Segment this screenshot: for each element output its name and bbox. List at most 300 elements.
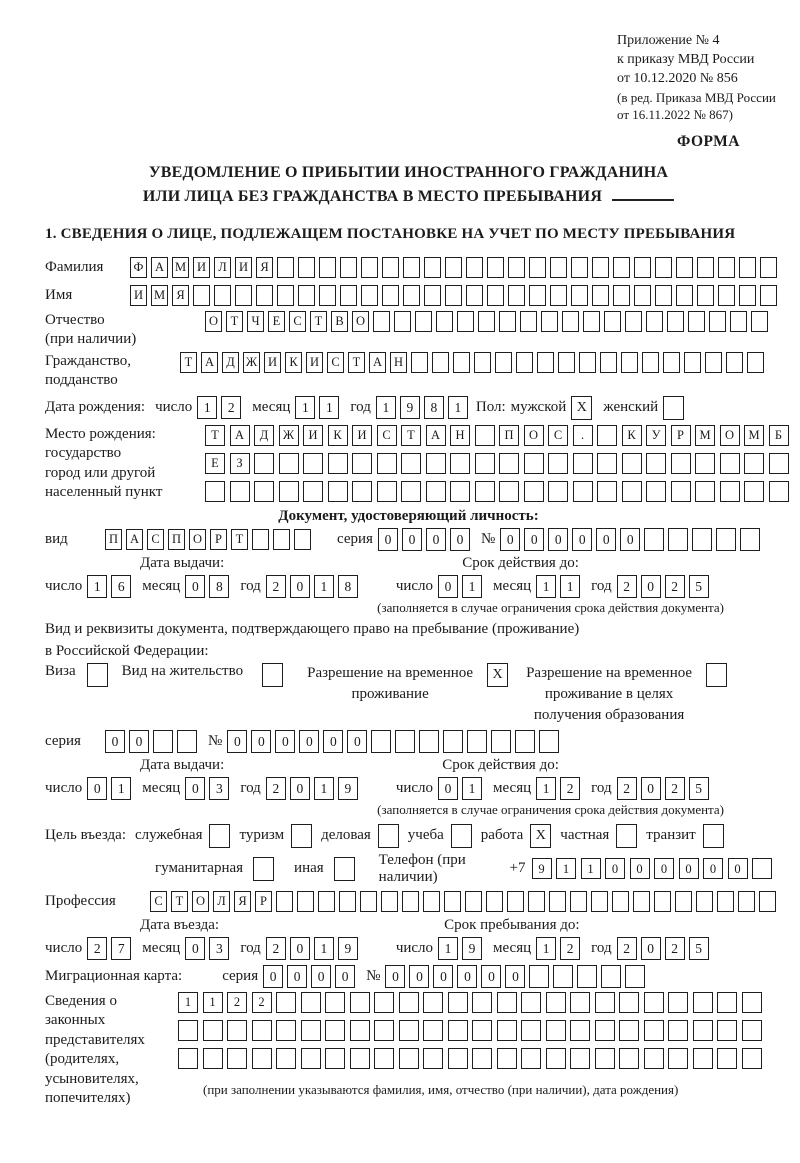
form-cell[interactable] bbox=[548, 481, 568, 502]
form-cell[interactable] bbox=[262, 663, 283, 687]
form-cell[interactable]: М bbox=[151, 285, 168, 306]
form-cell[interactable]: 0 bbox=[290, 777, 310, 800]
form-cell[interactable] bbox=[739, 285, 756, 306]
form-cell[interactable]: И bbox=[306, 352, 323, 373]
form-cell[interactable]: С bbox=[289, 311, 306, 332]
form-cell[interactable]: 0 bbox=[524, 528, 544, 551]
form-cell[interactable] bbox=[742, 1048, 762, 1069]
form-cell[interactable] bbox=[339, 891, 356, 912]
form-cell[interactable] bbox=[716, 528, 736, 551]
form-cell[interactable] bbox=[730, 311, 747, 332]
form-cell[interactable] bbox=[491, 730, 511, 753]
form-cell[interactable]: О bbox=[720, 425, 740, 446]
form-cell[interactable] bbox=[693, 1020, 713, 1041]
form-cell[interactable]: 0 bbox=[378, 528, 398, 551]
form-cell[interactable] bbox=[675, 891, 692, 912]
form-cell[interactable]: Т bbox=[310, 311, 327, 332]
form-cell[interactable]: Р bbox=[671, 425, 691, 446]
form-cell[interactable] bbox=[550, 257, 567, 278]
form-cell[interactable]: К bbox=[622, 425, 642, 446]
form-cell[interactable] bbox=[524, 453, 544, 474]
form-cell[interactable] bbox=[718, 285, 735, 306]
form-cell[interactable]: 5 bbox=[689, 937, 709, 960]
form-cell[interactable] bbox=[325, 1020, 345, 1041]
surname-input-cells[interactable] bbox=[130, 257, 777, 278]
form-cell[interactable]: 1 bbox=[536, 575, 556, 598]
form-cell[interactable] bbox=[591, 891, 608, 912]
form-cell[interactable]: 0 bbox=[596, 528, 616, 551]
form-cell[interactable]: 1 bbox=[203, 992, 223, 1013]
form-cell[interactable] bbox=[508, 257, 525, 278]
form-cell[interactable]: О bbox=[524, 425, 544, 446]
form-cell[interactable] bbox=[720, 481, 740, 502]
form-cell[interactable] bbox=[423, 891, 440, 912]
form-cell[interactable]: 0 bbox=[548, 528, 568, 551]
doc-valid-day-cells[interactable] bbox=[438, 575, 482, 598]
form-cell[interactable]: 0 bbox=[311, 965, 331, 988]
residence-number-cells[interactable] bbox=[227, 730, 559, 753]
form-cell[interactable]: 2 bbox=[665, 777, 685, 800]
form-cell[interactable] bbox=[303, 453, 323, 474]
form-cell[interactable] bbox=[625, 311, 642, 332]
form-cell[interactable] bbox=[516, 352, 533, 373]
form-cell[interactable] bbox=[401, 481, 421, 502]
form-cell[interactable]: А bbox=[426, 425, 446, 446]
form-cell[interactable] bbox=[597, 425, 617, 446]
form-cell[interactable]: 0 bbox=[438, 777, 458, 800]
purpose-tourism-checkbox[interactable] bbox=[291, 824, 312, 848]
form-cell[interactable]: М bbox=[744, 425, 764, 446]
purpose-official-checkbox[interactable] bbox=[209, 824, 230, 848]
form-cell[interactable] bbox=[276, 1048, 296, 1069]
form-cell[interactable]: 0 bbox=[105, 730, 125, 753]
form-cell[interactable]: 1 bbox=[581, 858, 601, 879]
form-cell[interactable] bbox=[497, 992, 517, 1013]
form-cell[interactable] bbox=[495, 352, 512, 373]
form-cell[interactable]: 0 bbox=[185, 937, 205, 960]
form-cell[interactable]: И bbox=[235, 257, 252, 278]
form-cell[interactable]: 0 bbox=[433, 965, 453, 988]
form-cell[interactable] bbox=[497, 1020, 517, 1041]
form-cell[interactable] bbox=[423, 992, 443, 1013]
form-cell[interactable]: 1 bbox=[314, 575, 334, 598]
form-cell[interactable] bbox=[676, 285, 693, 306]
form-cell[interactable]: 1 bbox=[462, 575, 482, 598]
form-cell[interactable]: С bbox=[377, 425, 397, 446]
form-cell[interactable]: 0 bbox=[347, 730, 367, 753]
form-cell[interactable]: 0 bbox=[641, 937, 661, 960]
form-cell[interactable] bbox=[445, 257, 462, 278]
form-cell[interactable] bbox=[760, 285, 777, 306]
form-cell[interactable]: 0 bbox=[290, 937, 310, 960]
form-cell[interactable]: Т bbox=[348, 352, 365, 373]
form-cell[interactable] bbox=[508, 285, 525, 306]
form-cell[interactable]: 2 bbox=[227, 992, 247, 1013]
form-cell[interactable] bbox=[87, 663, 108, 687]
form-cell[interactable]: И bbox=[352, 425, 372, 446]
form-cell[interactable] bbox=[549, 891, 566, 912]
form-cell[interactable] bbox=[571, 285, 588, 306]
form-cell[interactable] bbox=[377, 481, 397, 502]
form-cell[interactable] bbox=[340, 257, 357, 278]
form-cell[interactable] bbox=[373, 311, 390, 332]
form-cell[interactable] bbox=[769, 453, 789, 474]
form-cell[interactable]: Б bbox=[769, 425, 789, 446]
form-cell[interactable] bbox=[325, 1048, 345, 1069]
edu-residence-permit-checkbox[interactable] bbox=[706, 663, 727, 687]
patronymic-input-cells[interactable] bbox=[205, 311, 768, 332]
form-cell[interactable]: Д bbox=[222, 352, 239, 373]
form-cell[interactable] bbox=[760, 257, 777, 278]
form-cell[interactable] bbox=[595, 992, 615, 1013]
form-cell[interactable]: 2 bbox=[266, 777, 286, 800]
form-cell[interactable]: Р bbox=[210, 529, 227, 550]
residence-issue-month-cells[interactable] bbox=[185, 777, 229, 800]
form-cell[interactable] bbox=[597, 481, 617, 502]
birthplace-row-2-cells[interactable] bbox=[205, 453, 789, 474]
form-cell[interactable]: Т bbox=[205, 425, 225, 446]
form-cell[interactable]: Ч bbox=[247, 311, 264, 332]
form-cell[interactable]: 0 bbox=[450, 528, 470, 551]
form-cell[interactable]: Ж bbox=[279, 425, 299, 446]
form-cell[interactable] bbox=[655, 285, 672, 306]
form-cell[interactable] bbox=[571, 257, 588, 278]
form-cell[interactable]: 1 bbox=[197, 396, 217, 419]
form-cell[interactable] bbox=[319, 285, 336, 306]
residence-permit-checkbox[interactable] bbox=[262, 663, 283, 687]
sex-female-checkbox[interactable] bbox=[663, 396, 684, 420]
form-cell[interactable] bbox=[227, 1048, 247, 1069]
form-cell[interactable] bbox=[486, 891, 503, 912]
form-cell[interactable] bbox=[448, 1020, 468, 1041]
form-cell[interactable]: 0 bbox=[402, 528, 422, 551]
form-cell[interactable]: А bbox=[369, 352, 386, 373]
form-cell[interactable]: 8 bbox=[209, 575, 229, 598]
form-cell[interactable]: С bbox=[548, 425, 568, 446]
form-cell[interactable] bbox=[718, 257, 735, 278]
form-cell[interactable] bbox=[451, 824, 472, 848]
form-cell[interactable] bbox=[706, 663, 727, 687]
form-cell[interactable]: С bbox=[327, 352, 344, 373]
form-cell[interactable]: В bbox=[331, 311, 348, 332]
form-cell[interactable] bbox=[520, 311, 537, 332]
form-cell[interactable] bbox=[424, 257, 441, 278]
form-cell[interactable] bbox=[453, 352, 470, 373]
form-cell[interactable]: О bbox=[352, 311, 369, 332]
form-cell[interactable] bbox=[742, 1020, 762, 1041]
form-cell[interactable]: Т bbox=[226, 311, 243, 332]
form-cell[interactable] bbox=[644, 1048, 664, 1069]
form-cell[interactable] bbox=[634, 257, 651, 278]
form-cell[interactable] bbox=[423, 1048, 443, 1069]
form-cell[interactable] bbox=[752, 858, 772, 879]
form-cell[interactable]: 2 bbox=[665, 575, 685, 598]
form-cell[interactable] bbox=[619, 1048, 639, 1069]
form-cell[interactable] bbox=[616, 824, 637, 848]
doc-issue-year-cells[interactable] bbox=[266, 575, 358, 598]
form-cell[interactable] bbox=[744, 481, 764, 502]
form-cell[interactable] bbox=[276, 1020, 296, 1041]
form-cell[interactable] bbox=[475, 425, 495, 446]
form-cell[interactable]: 9 bbox=[532, 858, 552, 879]
form-cell[interactable] bbox=[475, 453, 495, 474]
form-cell[interactable] bbox=[521, 1020, 541, 1041]
form-cell[interactable]: 1 bbox=[376, 396, 396, 419]
form-cell[interactable]: Н bbox=[450, 425, 470, 446]
form-cell[interactable]: 3 bbox=[209, 777, 229, 800]
form-cell[interactable]: Н bbox=[390, 352, 407, 373]
form-cell[interactable]: 0 bbox=[129, 730, 149, 753]
form-cell[interactable] bbox=[472, 992, 492, 1013]
form-cell[interactable]: 0 bbox=[323, 730, 343, 753]
form-cell[interactable] bbox=[350, 992, 370, 1013]
form-cell[interactable] bbox=[318, 891, 335, 912]
form-cell[interactable] bbox=[325, 992, 345, 1013]
form-cell[interactable] bbox=[432, 352, 449, 373]
form-cell[interactable]: А bbox=[151, 257, 168, 278]
form-cell[interactable] bbox=[497, 1048, 517, 1069]
form-cell[interactable] bbox=[205, 481, 225, 502]
form-cell[interactable] bbox=[403, 257, 420, 278]
form-cell[interactable]: 9 bbox=[400, 396, 420, 419]
form-cell[interactable]: 1 bbox=[295, 396, 315, 419]
form-cell[interactable] bbox=[553, 965, 573, 988]
form-cell[interactable]: Ф bbox=[130, 257, 147, 278]
form-cell[interactable]: 0 bbox=[679, 858, 699, 879]
form-cell[interactable]: 1 bbox=[462, 777, 482, 800]
form-cell[interactable] bbox=[450, 481, 470, 502]
doc-issue-day-cells[interactable] bbox=[87, 575, 131, 598]
form-cell[interactable]: 1 bbox=[319, 396, 339, 419]
form-cell[interactable] bbox=[667, 311, 684, 332]
form-cell[interactable] bbox=[444, 891, 461, 912]
form-cell[interactable]: У bbox=[646, 425, 666, 446]
form-cell[interactable]: 9 bbox=[462, 937, 482, 960]
form-cell[interactable]: 0 bbox=[290, 575, 310, 598]
form-cell[interactable] bbox=[570, 1048, 590, 1069]
form-cell[interactable] bbox=[277, 285, 294, 306]
form-cell[interactable]: 0 bbox=[185, 777, 205, 800]
form-cell[interactable]: Я bbox=[256, 257, 273, 278]
form-cell[interactable] bbox=[717, 1020, 737, 1041]
form-cell[interactable] bbox=[291, 824, 312, 848]
form-cell[interactable] bbox=[668, 1048, 688, 1069]
form-cell[interactable] bbox=[546, 992, 566, 1013]
form-cell[interactable]: 1 bbox=[314, 937, 334, 960]
form-cell[interactable] bbox=[644, 1020, 664, 1041]
form-cell[interactable] bbox=[744, 453, 764, 474]
form-cell[interactable] bbox=[254, 481, 274, 502]
form-cell[interactable]: 1 bbox=[448, 396, 468, 419]
form-cell[interactable] bbox=[426, 481, 446, 502]
form-cell[interactable] bbox=[399, 1020, 419, 1041]
form-cell[interactable] bbox=[415, 311, 432, 332]
form-cell[interactable] bbox=[303, 481, 323, 502]
form-cell[interactable]: 9 bbox=[338, 777, 358, 800]
form-cell[interactable] bbox=[467, 730, 487, 753]
form-cell[interactable] bbox=[759, 891, 776, 912]
stay-month-cells[interactable] bbox=[536, 937, 580, 960]
form-cell[interactable]: П bbox=[499, 425, 519, 446]
form-cell[interactable] bbox=[203, 1020, 223, 1041]
form-cell[interactable] bbox=[592, 257, 609, 278]
entry-day-cells[interactable] bbox=[87, 937, 131, 960]
form-cell[interactable]: 0 bbox=[630, 858, 650, 879]
form-cell[interactable]: 0 bbox=[251, 730, 271, 753]
form-cell[interactable] bbox=[448, 992, 468, 1013]
form-cell[interactable] bbox=[738, 891, 755, 912]
form-cell[interactable] bbox=[717, 891, 734, 912]
form-cell[interactable] bbox=[252, 1020, 272, 1041]
citizenship-input-cells[interactable] bbox=[180, 352, 764, 373]
form-cell[interactable] bbox=[276, 992, 296, 1013]
form-cell[interactable]: З bbox=[230, 453, 250, 474]
form-cell[interactable] bbox=[377, 453, 397, 474]
form-cell[interactable] bbox=[230, 481, 250, 502]
form-cell[interactable] bbox=[619, 1020, 639, 1041]
form-cell[interactable] bbox=[436, 311, 453, 332]
residence-series-cells[interactable] bbox=[105, 730, 197, 753]
stay-year-cells[interactable] bbox=[617, 937, 709, 960]
form-cell[interactable]: М bbox=[695, 425, 715, 446]
form-cell[interactable] bbox=[478, 311, 495, 332]
form-cell[interactable]: 0 bbox=[641, 777, 661, 800]
form-cell[interactable] bbox=[524, 481, 544, 502]
form-cell[interactable] bbox=[382, 257, 399, 278]
form-cell[interactable] bbox=[475, 481, 495, 502]
form-cell[interactable] bbox=[301, 1020, 321, 1041]
form-cell[interactable] bbox=[717, 1048, 737, 1069]
form-cell[interactable] bbox=[203, 1048, 223, 1069]
form-cell[interactable]: 7 bbox=[111, 937, 131, 960]
form-cell[interactable] bbox=[583, 311, 600, 332]
form-cell[interactable] bbox=[178, 1048, 198, 1069]
form-cell[interactable] bbox=[395, 730, 415, 753]
form-cell[interactable] bbox=[570, 891, 587, 912]
form-cell[interactable] bbox=[178, 1020, 198, 1041]
form-cell[interactable] bbox=[521, 1048, 541, 1069]
form-cell[interactable] bbox=[340, 285, 357, 306]
form-cell[interactable]: А bbox=[230, 425, 250, 446]
form-cell[interactable] bbox=[177, 730, 197, 753]
form-cell[interactable] bbox=[548, 453, 568, 474]
form-cell[interactable]: Е bbox=[205, 453, 225, 474]
form-cell[interactable] bbox=[720, 453, 740, 474]
form-cell[interactable] bbox=[334, 857, 355, 881]
form-cell[interactable] bbox=[235, 285, 252, 306]
form-cell[interactable] bbox=[546, 1020, 566, 1041]
form-cell[interactable]: 2 bbox=[665, 937, 685, 960]
migration-number-cells[interactable] bbox=[385, 965, 645, 988]
form-cell[interactable]: Е bbox=[268, 311, 285, 332]
form-cell[interactable]: Ж bbox=[243, 352, 260, 373]
form-cell[interactable]: 6 bbox=[111, 575, 131, 598]
form-cell[interactable]: 1 bbox=[314, 777, 334, 800]
form-cell[interactable] bbox=[579, 352, 596, 373]
form-cell[interactable]: 0 bbox=[654, 858, 674, 879]
form-cell[interactable] bbox=[688, 311, 705, 332]
form-cell[interactable]: 5 bbox=[689, 777, 709, 800]
form-cell[interactable] bbox=[411, 352, 428, 373]
form-cell[interactable]: 8 bbox=[424, 396, 444, 419]
form-cell[interactable] bbox=[328, 481, 348, 502]
form-cell[interactable] bbox=[515, 730, 535, 753]
form-cell[interactable] bbox=[399, 992, 419, 1013]
form-cell[interactable] bbox=[697, 257, 714, 278]
form-cell[interactable]: С bbox=[150, 891, 167, 912]
form-cell[interactable] bbox=[695, 481, 715, 502]
doc-kind-cells[interactable] bbox=[105, 529, 311, 550]
form-cell[interactable] bbox=[193, 285, 210, 306]
form-cell[interactable] bbox=[529, 285, 546, 306]
form-cell[interactable]: 0 bbox=[385, 965, 405, 988]
form-cell[interactable] bbox=[595, 1020, 615, 1041]
form-cell[interactable] bbox=[426, 453, 446, 474]
form-cell[interactable] bbox=[597, 453, 617, 474]
form-cell[interactable]: 0 bbox=[505, 965, 525, 988]
temp-residence-permit-checkbox[interactable] bbox=[487, 663, 508, 687]
form-cell[interactable]: И bbox=[130, 285, 147, 306]
form-cell[interactable] bbox=[499, 453, 519, 474]
form-cell[interactable]: П bbox=[168, 529, 185, 550]
form-cell[interactable]: 0 bbox=[275, 730, 295, 753]
form-cell[interactable]: 0 bbox=[185, 575, 205, 598]
doc-valid-month-cells[interactable] bbox=[536, 575, 580, 598]
form-cell[interactable] bbox=[747, 352, 764, 373]
entry-year-cells[interactable] bbox=[266, 937, 358, 960]
form-cell[interactable]: 0 bbox=[457, 965, 477, 988]
form-cell[interactable]: 1 bbox=[536, 777, 556, 800]
form-cell[interactable] bbox=[297, 891, 314, 912]
form-cell[interactable] bbox=[381, 891, 398, 912]
form-cell[interactable] bbox=[374, 1020, 394, 1041]
form-cell[interactable]: 5 bbox=[689, 575, 709, 598]
form-cell[interactable]: 1 bbox=[111, 777, 131, 800]
form-cell[interactable] bbox=[378, 824, 399, 848]
form-cell[interactable]: 8 bbox=[338, 575, 358, 598]
form-cell[interactable]: С bbox=[147, 529, 164, 550]
form-cell[interactable] bbox=[277, 257, 294, 278]
form-cell[interactable] bbox=[604, 311, 621, 332]
form-cell[interactable]: 1 bbox=[87, 575, 107, 598]
form-cell[interactable] bbox=[577, 965, 597, 988]
form-cell[interactable] bbox=[612, 891, 629, 912]
form-cell[interactable]: И bbox=[303, 425, 323, 446]
form-cell[interactable]: 0 bbox=[438, 575, 458, 598]
form-cell[interactable]: 2 bbox=[617, 937, 637, 960]
form-cell[interactable]: Я bbox=[172, 285, 189, 306]
form-cell[interactable] bbox=[401, 453, 421, 474]
form-cell[interactable] bbox=[703, 824, 724, 848]
form-cell[interactable] bbox=[466, 285, 483, 306]
form-cell[interactable] bbox=[570, 1020, 590, 1041]
form-cell[interactable] bbox=[273, 529, 290, 550]
form-cell[interactable] bbox=[457, 311, 474, 332]
form-cell[interactable] bbox=[558, 352, 575, 373]
visa-checkbox[interactable] bbox=[87, 663, 108, 687]
form-cell[interactable] bbox=[301, 1048, 321, 1069]
form-cell[interactable]: X bbox=[487, 663, 508, 687]
form-cell[interactable] bbox=[570, 992, 590, 1013]
form-cell[interactable] bbox=[751, 311, 768, 332]
form-cell[interactable]: X bbox=[530, 824, 551, 848]
form-cell[interactable] bbox=[253, 857, 274, 881]
form-cell[interactable] bbox=[448, 1048, 468, 1069]
form-cell[interactable] bbox=[644, 528, 664, 551]
form-cell[interactable] bbox=[153, 730, 173, 753]
form-cell[interactable] bbox=[423, 1020, 443, 1041]
form-cell[interactable]: 0 bbox=[409, 965, 429, 988]
